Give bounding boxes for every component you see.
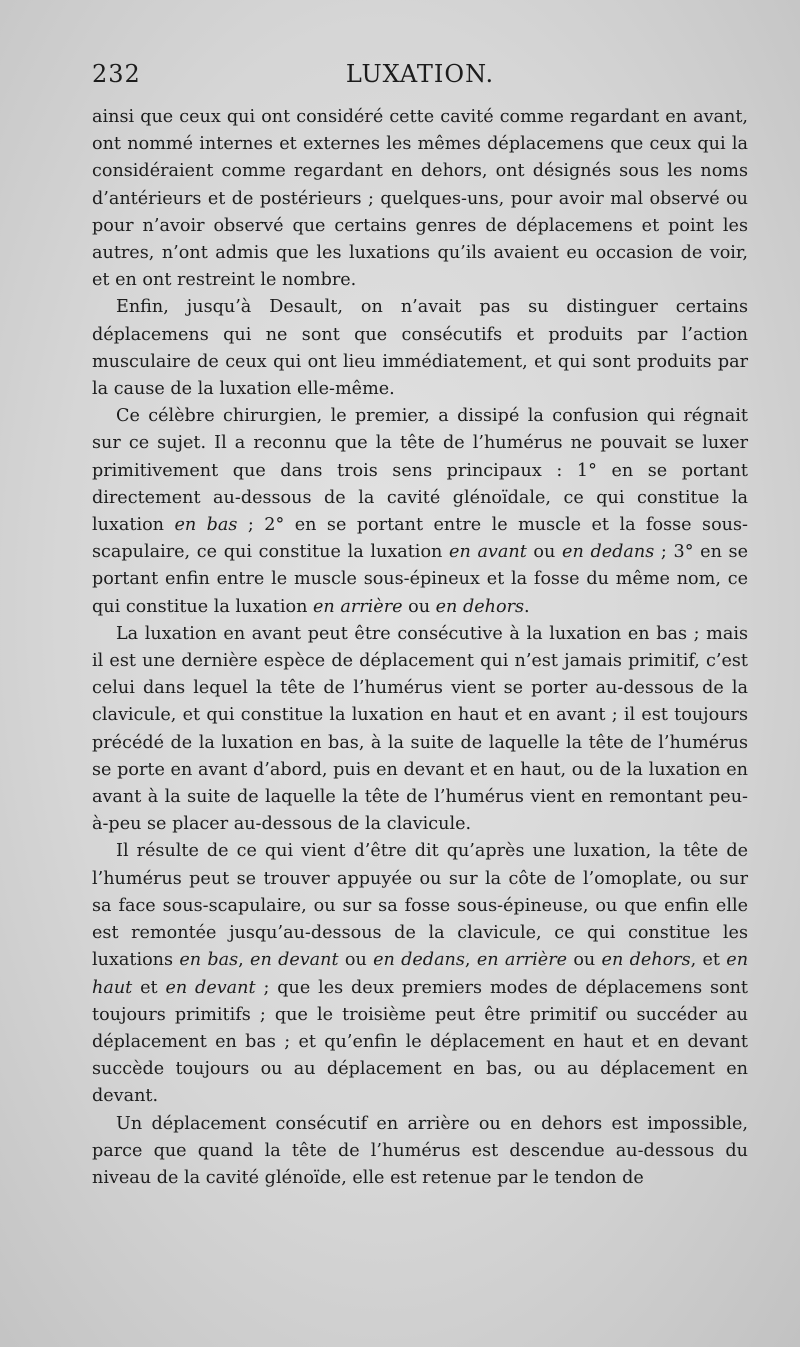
italic-term-en-arriere: en arrière [313,596,403,617]
running-title: LUXATION. [345,60,495,88]
paragraph-5-text: Il résulte de ce qui vient d’être dit qu’après une luxation, la tête de l’humérus peut se trouver appuyée ou sur la côte de l’omoplate, ou sur sa face sous-scapulaire, ou sur sa fosse sous-épineuse, ou que enfin elle est remontée jusqu’au-dessous de la clavicule, ce qui constitue les luxations [92,841,748,971]
italic-term-en-bas: en bas [174,515,238,536]
italic-term-en-bas: en bas [179,950,239,971]
italic-term-en-dehors: en dehors [435,596,525,617]
paragraph-6: Un déplacement consécutif en arrière ou en dehors est impossible, parce que quand la tête de l’humérus est descendue au-dessous du niveau de la cavité glénoïde, elle est retenue par le tendon de [92,1113,748,1188]
italic-term-en-dedans: en dedans [373,950,465,971]
italic-term-en-arriere: en arrière [476,950,568,971]
paragraph-5-text: , [238,950,251,971]
italic-term-en-avant: en avant [449,542,527,563]
paragraph-3-text: ; 2° en se portant entre le muscle et la fosse sous-scapulaire, ce qui constitue la luxation [92,515,748,563]
paragraph-5 [92,838,748,1110]
italic-term-en-devant: en devant [165,977,256,998]
paragraph-3-text: ou [402,596,436,617]
page-header [92,60,748,94]
paragraph-5-text: , et [690,950,727,971]
body-text [92,104,748,1192]
paragraph-5-text: ou [567,950,602,971]
paragraph-3 [92,403,748,621]
page-number: 232 [92,60,141,88]
paragraph-4: La luxation en avant peut être consécutive à la luxation en bas ; mais il est une dernière espèce de déplacement qui n’est jamais primitif, c’est celui dans lequel la tête de l’humérus vient se porter au-dessous de la clavicule, et qui constitue la luxation en haut et en avant ; il est toujours précédé de la luxation en bas, à la suite de laquelle la tête de l’humérus se porte en avant d’abord, puis en devant et en haut, ou de la luxation en avant à la suite de laquelle la tête de l’humérus vient en remontant peu-à-peu se placer au-dessous de la clavicule. [92,623,748,835]
italic-term-en-dedans: en dedans [562,542,655,563]
paragraph-5-text: et [132,977,166,998]
italic-term-en-devant: en devant [250,950,339,971]
paragraph-5-text: , [464,950,477,971]
paragraph-3-text: ou [526,542,563,563]
italic-term-en-haut: en haut [92,950,749,998]
paragraph-3-text: . [524,596,530,617]
paragraph-5-text: ou [338,950,374,971]
paragraph-3-text: Ce célèbre chirurgien, le premier, a dissipé la confusion qui régnait sur ce sujet. Il a reconnu que la tête de l’humérus ne pouvait se luxer primitivement que dans trois sens principaux : 1° en se portant directement au-dessous de la cavité glénoïdale, ce qui constitue la luxation [92,406,748,536]
paragraph-1: ainsi que ceux qui ont considéré cette cavité comme regardant en avant, ont nommé internes et externes les mêmes déplacemens que ceux qui la considéraient comme regardant en dehors, ont désignés sous les noms d’antérieurs et de postérieurs ; quelques-uns, pour avoir mal observé ou pour n’avoir observé que certains genres de déplacemens et point les autres, n’ont admis que les luxations qu’ils avaient eu occasion de voir, et en ont restreint le nombre. [92,107,748,291]
italic-term-en-dehors: en dehors [601,950,691,971]
paragraph-3-text: ; 3° en se portant enfin entre le muscle sous-épineux et la fosse du même nom, ce qui constitue la luxation [92,542,749,617]
paragraph-2: Enfin, jusqu’à Desault, on n’avait pas su distinguer certains déplacemens qui ne sont que consécutifs et produits par l’action musculaire de ceux qui ont lieu immédiatement, et qui sont produits par la cause de la luxation elle-même. [92,297,748,400]
paragraph-5-text: ; que les deux premiers modes de déplacemens sont toujours primitifs ; que le troisième peut être primitif ou succéder au déplacement en bas ; et qu’enfin le déplacement en haut et en devant succède toujours ou au déplacement en bas, ou au déplacement en devant. [92,977,748,1107]
